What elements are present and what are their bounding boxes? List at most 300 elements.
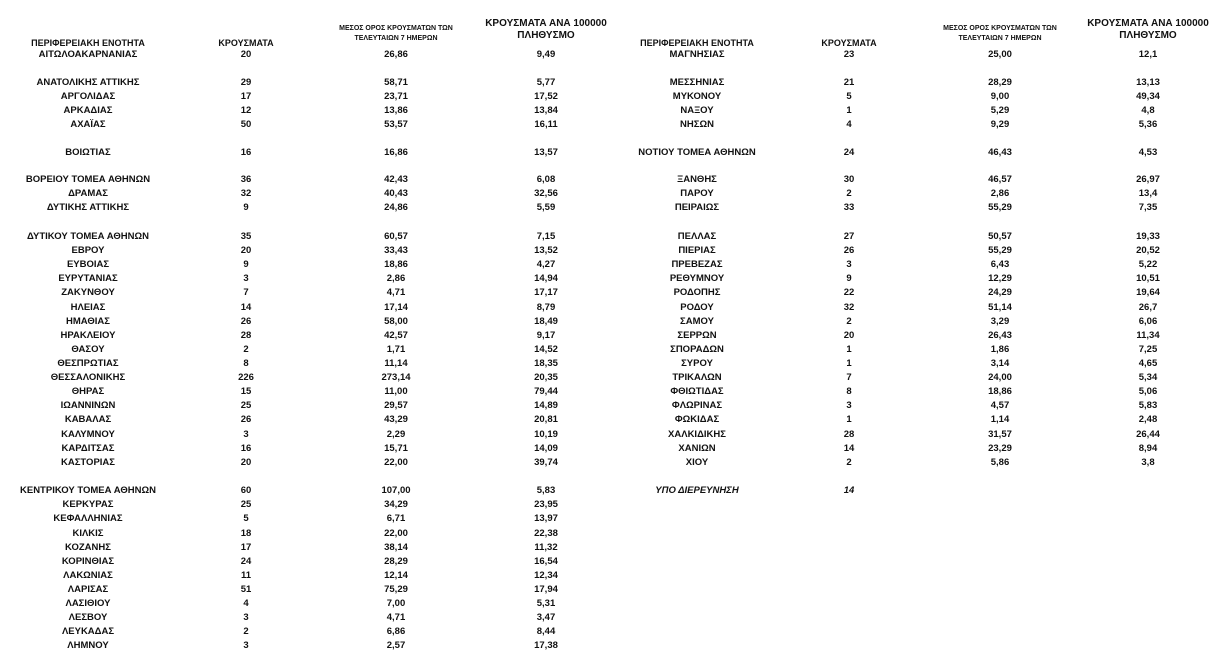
cell-avg: 7,00: [386, 598, 406, 609]
cell-name: ΝΑΞΟΥ: [680, 105, 714, 116]
cell-rate: 17,94: [534, 584, 558, 595]
cell-avg: 40,43: [384, 188, 408, 199]
cell-rate: 11,32: [534, 542, 558, 553]
cell-avg: 58,00: [384, 316, 408, 327]
cell-cases: 16: [240, 147, 252, 158]
cell-rate: 22,38: [534, 528, 558, 539]
cell-name: ΛΕΥΚΑΔΑΣ: [61, 626, 115, 637]
cell-rate: 26,44: [1136, 429, 1160, 440]
table-row: [0, 201, 1222, 215]
left-header-avg-line: ΜΕΣΟΣ ΟΡΟΣ ΚΡΟΥΣΜΑΤΩΝ ΤΩΝ: [339, 25, 453, 32]
cell-cases: 15: [240, 386, 252, 397]
table-row: [0, 301, 1222, 315]
cell-name: ΔΥΤΙΚΗΣ ΑΤΤΙΚΗΣ: [46, 202, 130, 213]
cell-rate: 19,33: [1136, 231, 1160, 242]
cell-cases: 226: [238, 372, 254, 383]
cell-rate: 14,89: [534, 400, 558, 411]
cell-rate: 5,36: [1138, 119, 1158, 130]
cell-cases: 17: [240, 542, 252, 553]
cell-cases: 28: [240, 330, 252, 341]
right-header-avg-line: ΤΕΛΕΥΤΑΙΩΝ 7 ΗΜΕΡΩΝ: [958, 35, 1042, 42]
cell-cases: 23: [843, 49, 855, 60]
cell-rate: 14,52: [534, 344, 558, 355]
cell-cases: 2: [243, 344, 249, 355]
table-row: [0, 118, 1222, 132]
cell-cases: 2: [846, 188, 852, 199]
table-row: [0, 187, 1222, 201]
cell-name: ΚΑΡΔΙΤΣΑΣ: [61, 443, 115, 454]
left-header-avg-line: ΤΕΛΕΥΤΑΙΩΝ 7 ΗΜΕΡΩΝ: [354, 35, 438, 42]
cell-name: ΜΕΣΣΗΝΙΑΣ: [669, 77, 725, 88]
cell-name: ΡΕΘΥΜΝΟΥ: [669, 273, 725, 284]
table-row: [0, 512, 1222, 526]
cell-name: ΕΒΡΟΥ: [71, 245, 105, 256]
table-row: [0, 639, 1222, 653]
cell-rate: 17,38: [534, 640, 558, 651]
cell-name: ΑΧΑΪΑΣ: [70, 119, 106, 130]
table-row: [0, 104, 1222, 118]
cell-rate: 32,56: [534, 188, 558, 199]
left-header-rate: [471, 18, 621, 42]
cell-name: ΜΥΚΟΝΟΥ: [672, 91, 722, 102]
cell-name: ΒΟΙΩΤΙΑΣ: [65, 147, 111, 158]
cell-avg: 51,14: [988, 302, 1012, 313]
cell-cases: 3: [243, 429, 249, 440]
cell-rate: 7,25: [1138, 344, 1158, 355]
cell-rate: 2,48: [1138, 414, 1158, 425]
cell-cases: 51: [240, 584, 252, 595]
cell-avg: 28,29: [988, 77, 1012, 88]
cell-cases: 8: [846, 386, 852, 397]
cell-rate: 5,83: [1138, 400, 1158, 411]
cell-name: ΜΑΓΝΗΣΙΑΣ: [669, 49, 725, 60]
cell-avg: 11,14: [384, 358, 408, 369]
cell-avg: 273,14: [381, 372, 411, 383]
cell-avg: 38,14: [384, 542, 408, 553]
cell-cases: 3: [243, 273, 249, 284]
cell-name: ΘΕΣΣΑΛΟΝΙΚΗΣ: [50, 372, 126, 383]
cell-name: ΑΡΚΑΔΙΑΣ: [63, 105, 113, 116]
cell-cases: 25: [240, 499, 252, 510]
cell-avg: 3,29: [990, 316, 1010, 327]
table-row: [0, 173, 1222, 187]
cell-avg: 46,57: [988, 174, 1012, 185]
cell-rate: 26,7: [1138, 302, 1158, 313]
cell-name: ΞΑΝΘΗΣ: [677, 174, 717, 185]
cell-avg: 1,14: [990, 414, 1010, 425]
cell-rate: 16,11: [534, 119, 558, 130]
table-row: [0, 498, 1222, 512]
cell-avg: 53,57: [384, 119, 408, 130]
cell-avg: 24,86: [384, 202, 408, 213]
cell-cases: 32: [240, 188, 252, 199]
cell-cases: 5: [243, 513, 249, 524]
cell-name: ΦΩΚΙΔΑΣ: [674, 414, 720, 425]
right-header-rate: [1074, 18, 1222, 42]
table-row: [0, 357, 1222, 371]
cell-rate: 3,8: [1141, 457, 1155, 468]
table-row: [0, 611, 1222, 625]
cell-avg: 23,71: [384, 91, 408, 102]
cell-rate: 12,34: [534, 570, 558, 581]
cell-name: ΚΕΝΤΡΙΚΟΥ ΤΟΜΕΑ ΑΘΗΝΩΝ: [20, 485, 156, 496]
cell-avg: 4,71: [386, 612, 406, 623]
cell-cases: 22: [843, 287, 855, 298]
cell-rate: 13,57: [534, 147, 558, 158]
cell-cases: 11: [240, 570, 252, 581]
table-row: [0, 329, 1222, 343]
cell-cases: 20: [240, 49, 252, 60]
cell-cases: 36: [240, 174, 252, 185]
right-header-rate-line: ΚΡΟΥΣΜΑΤΑ ΑΝΑ 100000: [1087, 18, 1209, 29]
cell-rate: 5,77: [536, 77, 556, 88]
cell-avg: 9,00: [990, 91, 1010, 102]
cell-cases: 14: [843, 443, 855, 454]
cell-name: ΣΑΜΟΥ: [680, 316, 714, 327]
right-header-cases-line: ΚΡΟΥΣΜΑΤΑ: [821, 38, 877, 48]
cell-cases: 1: [846, 105, 852, 116]
cell-cases: 26: [843, 245, 855, 256]
cell-name: ΚΑΣΤΟΡΙΑΣ: [61, 457, 115, 468]
cell-avg: 11,00: [384, 386, 408, 397]
cell-name: ΕΥΡΥΤΑΝΙΑΣ: [58, 273, 118, 284]
cell-avg: 24,29: [988, 287, 1012, 298]
cell-avg: 107,00: [381, 485, 411, 496]
cell-rate: 8,44: [536, 626, 556, 637]
cell-rate: 13,97: [534, 513, 558, 524]
cell-rate: 9,49: [536, 49, 556, 60]
cell-rate: 13,4: [1138, 188, 1158, 199]
cell-avg: 26,43: [988, 330, 1012, 341]
cell-rate: 14,94: [534, 273, 558, 284]
cell-name: ΛΕΣΒΟΥ: [68, 612, 108, 623]
cell-name: ΣΕΡΡΩΝ: [677, 330, 717, 341]
cell-rate: 4,8: [1141, 105, 1155, 116]
cell-cases: 26: [240, 316, 252, 327]
table-row: [0, 258, 1222, 272]
cell-cases: 9: [243, 202, 249, 213]
cell-name: ΘΕΣΠΡΩΤΙΑΣ: [57, 358, 119, 369]
cell-rate: 18,49: [534, 316, 558, 327]
cell-name: ΚΟΖΑΝΗΣ: [65, 542, 111, 553]
cell-rate: 5,06: [1138, 386, 1158, 397]
cell-name: ΠΕΛΛΑΣ: [677, 231, 717, 242]
cell-avg: 46,43: [988, 147, 1012, 158]
cell-name: ΔΡΑΜΑΣ: [68, 188, 108, 199]
table-row: [0, 385, 1222, 399]
cell-avg: 15,71: [384, 443, 408, 454]
table-row: [0, 286, 1222, 300]
cell-cases: 28: [843, 429, 855, 440]
cell-name: ΑΡΓΟΛΙΔΑΣ: [60, 91, 116, 102]
cell-rate: 23,95: [534, 499, 558, 510]
cell-avg: 2,57: [386, 640, 406, 651]
cell-rate: 19,64: [1136, 287, 1160, 298]
cell-cases: 12: [240, 105, 252, 116]
cell-avg: 60,57: [384, 231, 408, 242]
cell-name: ΠΕΙΡΑΙΩΣ: [674, 202, 720, 213]
cell-rate: 13,13: [1136, 77, 1160, 88]
cell-name: ΥΠΟ ΔΙΕΡΕΥΝΗΣΗ: [655, 485, 739, 496]
cell-cases: 32: [843, 302, 855, 313]
table-row: [0, 371, 1222, 385]
cell-cases: 29: [240, 77, 252, 88]
cell-name: ΛΑΣΙΘΙΟΥ: [65, 598, 111, 609]
cell-name: ΔΥΤΙΚΟΥ ΤΟΜΕΑ ΑΘΗΝΩΝ: [27, 231, 149, 242]
table-row: [0, 48, 1222, 62]
cell-name: ΚΟΡΙΝΘΙΑΣ: [61, 556, 115, 567]
cell-rate: 11,34: [1136, 330, 1160, 341]
cell-avg: 6,71: [386, 513, 406, 524]
cell-cases: 50: [240, 119, 252, 130]
cell-name: ΦΘΙΩΤΙΔΑΣ: [670, 386, 724, 397]
cell-rate: 10,51: [1136, 273, 1160, 284]
cell-name: ΡΟΔΟΥ: [680, 302, 714, 313]
cell-cases: 7: [243, 287, 249, 298]
cell-cases: 20: [240, 245, 252, 256]
cell-rate: 5,22: [1138, 259, 1158, 270]
cell-cases: 5: [846, 91, 852, 102]
cell-cases: 25: [240, 400, 252, 411]
cell-avg: 4,57: [990, 400, 1010, 411]
cell-cases: 9: [846, 273, 852, 284]
cell-name: ΣΠΟΡΑΔΩΝ: [670, 344, 724, 355]
cell-avg: 17,14: [384, 302, 408, 313]
cell-rate: 5,31: [536, 598, 556, 609]
cell-cases: 4: [846, 119, 852, 130]
cell-name: ΠΙΕΡΙΑΣ: [678, 245, 716, 256]
right-header-name-line: ΠΕΡΙΦΕΡΕΙΑΚΗ ΕΝΟΤΗΤΑ: [640, 38, 754, 48]
cell-cases: 8: [243, 358, 249, 369]
cell-rate: 7,15: [536, 231, 556, 242]
cell-name: ΑΙΤΩΛΟΑΚΑΡΝΑΝΙΑΣ: [38, 49, 138, 60]
cell-cases: 16: [240, 443, 252, 454]
cell-rate: 6,06: [1138, 316, 1158, 327]
cell-avg: 1,71: [386, 344, 406, 355]
table-row: [0, 230, 1222, 244]
cell-avg: 18,86: [988, 386, 1012, 397]
cell-avg: 16,86: [384, 147, 408, 158]
left-header-name-line: ΠΕΡΙΦΕΡΕΙΑΚΗ ΕΝΟΤΗΤΑ: [31, 38, 145, 48]
cell-rate: 4,27: [536, 259, 556, 270]
right-header-rate-line: ΠΛΗΘΥΣΜΟ: [1119, 30, 1177, 41]
cell-cases: 21: [843, 77, 855, 88]
table-row: [0, 90, 1222, 104]
cell-cases: 1: [846, 358, 852, 369]
cell-avg: 13,86: [384, 105, 408, 116]
table-row: [0, 625, 1222, 639]
cell-rate: 4,65: [1138, 358, 1158, 369]
cell-rate: 26,97: [1136, 174, 1160, 185]
cell-rate: 20,35: [534, 372, 558, 383]
cell-name: ΑΝΑΤΟΛΙΚΗΣ ΑΤΤΙΚΗΣ: [36, 77, 140, 88]
cell-cases: 7: [846, 372, 852, 383]
cell-cases: 24: [240, 556, 252, 567]
cell-avg: 26,86: [384, 49, 408, 60]
cell-avg: 33,43: [384, 245, 408, 256]
cell-avg: 50,57: [988, 231, 1012, 242]
cell-avg: 1,86: [990, 344, 1010, 355]
table-row: [0, 343, 1222, 357]
cell-rate: 20,52: [1136, 245, 1160, 256]
cell-rate: 79,44: [534, 386, 558, 397]
cell-avg: 9,29: [990, 119, 1010, 130]
cell-name: ΦΛΩΡΙΝΑΣ: [671, 400, 723, 411]
cell-avg: 4,71: [386, 287, 406, 298]
left-header-rate-line: ΚΡΟΥΣΜΑΤΑ ΑΝΑ 100000: [485, 18, 607, 29]
cell-name: ΛΑΚΩΝΙΑΣ: [63, 570, 113, 581]
cell-cases: 20: [240, 457, 252, 468]
cell-cases: 14: [843, 485, 855, 496]
cell-rate: 13,84: [534, 105, 558, 116]
cell-cases: 9: [243, 259, 249, 270]
table-row: [0, 399, 1222, 413]
cell-name: ΖΑΚΥΝΘΟΥ: [61, 287, 115, 298]
left-header-avg: [311, 24, 481, 44]
cell-cases: 60: [240, 485, 252, 496]
cell-avg: 55,29: [988, 245, 1012, 256]
cell-cases: 35: [240, 231, 252, 242]
cell-name: ΚΕΦΑΛΛΗΝΙΑΣ: [53, 513, 123, 524]
cell-name: ΗΜΑΘΙΑΣ: [66, 316, 110, 327]
cell-cases: 3: [243, 612, 249, 623]
cell-name: ΧΑΛΚΙΔΙΚΗΣ: [668, 429, 726, 440]
left-header-rate-line: ΠΛΗΘΥΣΜΟ: [517, 30, 575, 41]
table-row: [0, 484, 1222, 498]
table-row: [0, 315, 1222, 329]
cell-avg: 25,00: [988, 49, 1012, 60]
cell-rate: 4,53: [1138, 147, 1158, 158]
cell-cases: 1: [846, 414, 852, 425]
cell-name: ΚΕΡΚΥΡΑΣ: [62, 499, 114, 510]
cell-name: ΠΑΡΟΥ: [680, 188, 714, 199]
cell-cases: 2: [243, 626, 249, 637]
cell-name: ΧΙΟΥ: [685, 457, 709, 468]
cell-rate: 3,47: [536, 612, 556, 623]
cell-rate: 8,79: [536, 302, 556, 313]
table-row: [0, 456, 1222, 470]
cell-name: ΘΑΣΟΥ: [71, 344, 105, 355]
cell-rate: 39,74: [534, 457, 558, 468]
table-row: [0, 244, 1222, 258]
cell-avg: 58,71: [384, 77, 408, 88]
cell-rate: 5,59: [536, 202, 556, 213]
table-row: [0, 541, 1222, 555]
cell-name: ΒΟΡΕΙΟΥ ΤΟΜΕΑ ΑΘΗΝΩΝ: [25, 174, 151, 185]
table-row: [0, 597, 1222, 611]
cell-avg: 22,00: [384, 457, 408, 468]
cell-name: ΚΑΛΥΜΝΟΥ: [61, 429, 115, 440]
cell-avg: 18,86: [384, 259, 408, 270]
table-row: [0, 413, 1222, 427]
cell-avg: 24,00: [988, 372, 1012, 383]
cell-name: ΣΥΡΟΥ: [681, 358, 713, 369]
cell-avg: 2,86: [386, 273, 406, 284]
cell-name: ΝΟΤΙΟΥ ΤΟΜΕΑ ΑΘΗΝΩΝ: [638, 147, 756, 158]
cell-avg: 42,57: [384, 330, 408, 341]
cell-name: ΧΑΝΙΩΝ: [678, 443, 716, 454]
cell-avg: 43,29: [384, 414, 408, 425]
cell-cases: 27: [843, 231, 855, 242]
cell-rate: 18,35: [534, 358, 558, 369]
cell-rate: 8,94: [1138, 443, 1158, 454]
cell-cases: 33: [843, 202, 855, 213]
cell-name: ΕΥΒΟΙΑΣ: [66, 259, 110, 270]
cell-name: ΗΡΑΚΛΕΙΟΥ: [60, 330, 116, 341]
cell-rate: 10,19: [534, 429, 558, 440]
cell-avg: 23,29: [988, 443, 1012, 454]
cell-avg: 2,29: [386, 429, 406, 440]
cell-cases: 2: [846, 316, 852, 327]
cell-avg: 3,14: [990, 358, 1010, 369]
cell-avg: 42,43: [384, 174, 408, 185]
right-header-avg: [915, 24, 1085, 44]
cell-name: ΠΡΕΒΕΖΑΣ: [671, 259, 723, 270]
cell-avg: 22,00: [384, 528, 408, 539]
cell-rate: 5,34: [1138, 372, 1158, 383]
cell-name: ΘΗΡΑΣ: [71, 386, 105, 397]
cell-rate: 12,1: [1138, 49, 1158, 60]
cell-avg: 5,29: [990, 105, 1010, 116]
cell-name: ΛΑΡΙΣΑΣ: [67, 584, 109, 595]
cell-cases: 20: [843, 330, 855, 341]
cell-rate: 14,09: [534, 443, 558, 454]
cell-avg: 34,29: [384, 499, 408, 510]
left-header-cases-line: ΚΡΟΥΣΜΑΤΑ: [218, 38, 274, 48]
table-row: [0, 428, 1222, 442]
cell-cases: 3: [846, 259, 852, 270]
cell-name: ΗΛΕΙΑΣ: [70, 302, 106, 313]
cell-rate: 20,81: [534, 414, 558, 425]
cell-cases: 3: [243, 640, 249, 651]
right-header-avg-line: ΜΕΣΟΣ ΟΡΟΣ ΚΡΟΥΣΜΑΤΩΝ ΤΩΝ: [943, 25, 1057, 32]
cell-rate: 7,35: [1138, 202, 1158, 213]
table-row: [0, 442, 1222, 456]
cell-rate: 13,52: [534, 245, 558, 256]
cell-avg: 29,57: [384, 400, 408, 411]
cell-name: ΚΙΛΚΙΣ: [72, 528, 104, 539]
cell-avg: 6,43: [990, 259, 1010, 270]
cell-cases: 26: [240, 414, 252, 425]
cell-name: ΙΩΑΝΝΙΝΩΝ: [60, 400, 116, 411]
cell-name: ΤΡΙΚΑΛΩΝ: [672, 372, 722, 383]
cell-name: ΛΗΜΝΟΥ: [67, 640, 109, 651]
cell-name: ΡΟΔΟΠΗΣ: [673, 287, 721, 298]
cell-cases: 24: [843, 147, 855, 158]
table-row: [0, 527, 1222, 541]
cell-cases: 30: [843, 174, 855, 185]
cell-avg: 28,29: [384, 556, 408, 567]
table-row: [0, 569, 1222, 583]
cell-rate: 5,83: [536, 485, 556, 496]
table-row: [0, 583, 1222, 597]
cell-rate: 16,54: [534, 556, 558, 567]
cell-rate: 9,17: [536, 330, 556, 341]
cell-cases: 14: [240, 302, 252, 313]
cell-avg: 31,57: [988, 429, 1012, 440]
cell-cases: 3: [846, 400, 852, 411]
cell-avg: 6,86: [386, 626, 406, 637]
cell-avg: 75,29: [384, 584, 408, 595]
cell-rate: 49,34: [1136, 91, 1160, 102]
cell-cases: 2: [846, 457, 852, 468]
cell-name: ΝΗΣΩΝ: [680, 119, 714, 130]
cell-cases: 18: [240, 528, 252, 539]
table-row: [0, 76, 1222, 90]
cell-cases: 17: [240, 91, 252, 102]
cell-avg: 55,29: [988, 202, 1012, 213]
table-row: [0, 272, 1222, 286]
